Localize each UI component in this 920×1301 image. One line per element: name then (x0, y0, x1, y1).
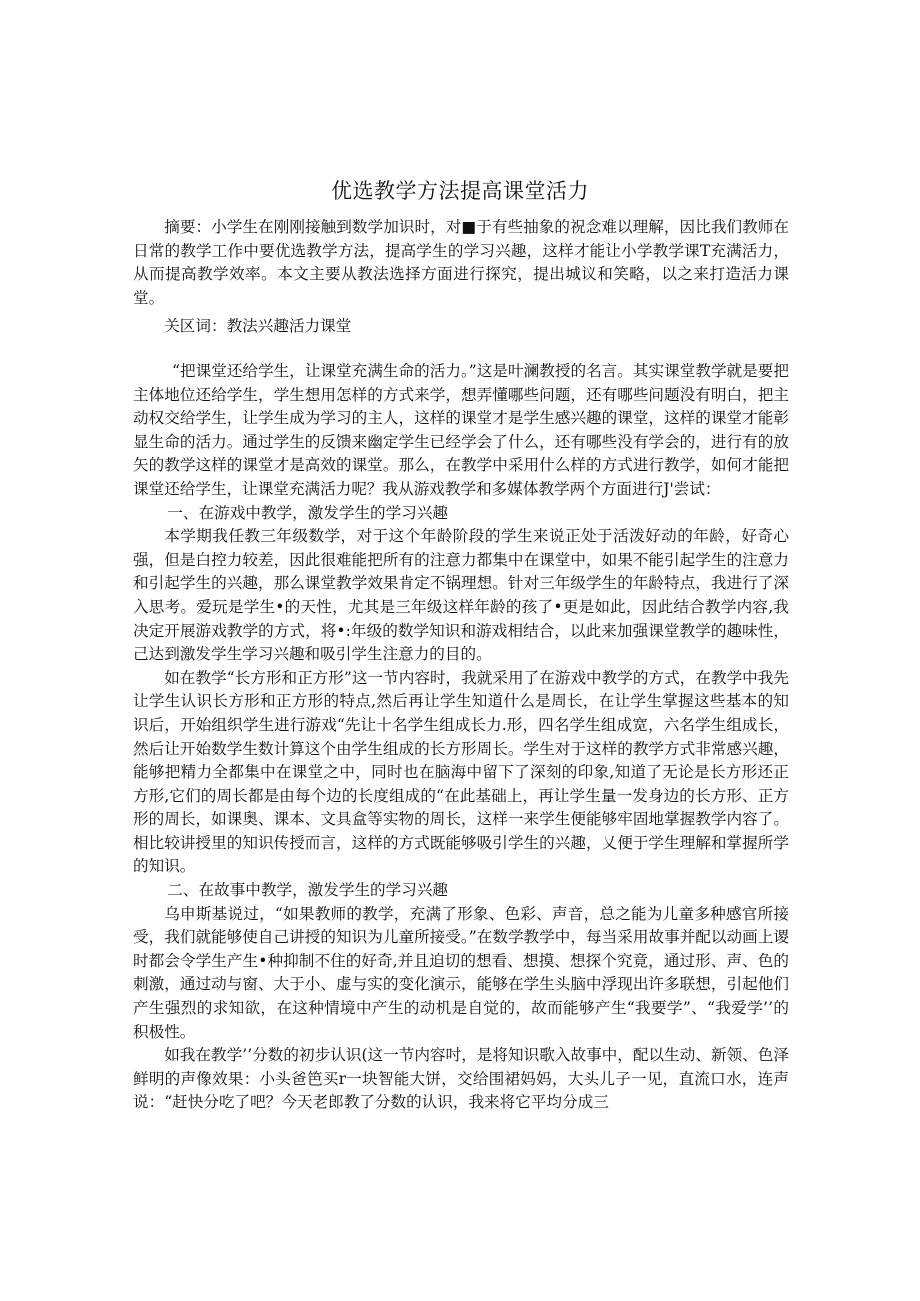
body-paragraph: 如在教学“长方形和正方形”这一节内容时，我就采用了在游戏中教学的方式，在教学中我先让学生认识长方形和正方形的特点,然后再让学生知道什么是周长，在让学生掌握这些基本的知识后，开始组织学生进行游戏“先让十名学生组成长力.形，四名学生组成宽，六名学生组成长，然后让开始数学生数计算这个由学生组成的长方形周长。学生对于这样的教学方式非常感兴趣，能够把精力全都集中在课堂之中，同时也在脑海中留下了深刻的印象,知道了无论是长方形还正方形,它们的周长都是由每个边的长度组成的“在此基础上，再让学生量一发身边的长方形、正方形的周长，如课奥、课本、文具盒等实物的周长，这样一来学生便能够牢固地掌握教学内容了。相比较讲授里的知识传授而言，这样的方式既能够吸引学生的兴趣，乂便于学生理解和掌握所学的知识。 (133, 668, 789, 876)
document-title: 优选教学方法提高课堂活力 (331, 179, 589, 203)
abstract-block (133, 216, 789, 310)
keywords-block (133, 315, 789, 339)
main-body (133, 360, 789, 1115)
section-heading-1: 一、在游戏中教学，激发学生的学习兴趣 (167, 503, 449, 522)
body-paragraph: 乌申斯基说过，“如果教师的教学，充满了形象、色彩、声音，总之能为儿童多种感官所接受，我们就能够使自己讲授的知识为儿童所接受。”在数学教学中，每当采用故事并配以动画上谡时都会令学生产生•种抑制不住的好奇,并且迫切的想看、想摸、想探个究竟，通过形、声、色的刺激，通过动与窗、大于小、虚与实的变化演示，能够在学生头脑中浮现出许多联想，引起他们产生强烈的求知欲，在这种情境中产生的动机是自觉的，故而能够产生“我要学”、“我爱学’’的积极性。 (133, 904, 789, 1041)
keywords-line: 关区词：教法兴趣活力课堂 (164, 317, 352, 335)
body-paragraph: 如我在教学’’分数的初步认识(这一节内容吋，是将知识歌入故事中，配以生动、新领、色泽鲜明的声像效果：小头爸笆买r一块智能大饼，交给围裙妈妈，大头儿子一见，直流口水，连声说：“赶快分吃了吧？今天老郎教了分数的认识，我来将它平均分成三 (133, 1046, 789, 1112)
intro-paragraph: “把课堂还给学生，让课堂充满生命的活力。”这是叶澜教授的名言。其实课堂教学就是要把主体地位还给学生，学生想用怎样的方式来学，想弄懂哪些问题，还有哪些问题没有明白，把主动权交给学生，让学生成为学习的主人，这样的课堂才是学生感兴趣的课堂，这样的课堂才能彰显生命的活力。通过学生的反馈来幽定学生已经学会了什么，还有哪些没有学会的，进行有的放矢的教学这样的课堂才是高效的课堂。那么，在教学中采用什么样的方式进行教学，如何才能把课堂还给学生，让课堂充满活力呢？我从游戏教学和多媒体教学两个方面进行J'尝试： (133, 362, 789, 498)
body-paragraph: 本学期我任教三年级数学，对于这个年龄阶段的学生来说正处于活泼好动的年龄，好奇心强，但是白控力较差，因此很难能把所有的注意力都集中在课堂中，如果不能引起学生的注意力和引起学生的兴趣，那么课堂教学效果肯定不锅理想。针对三年级学生的年龄特点，我进行了深入思考。爱玩是学生•的天性，尤其是三年级这样年龄的孩了•更是如此，因此结合教学内容,我决定开展游戏教学的方式，将•:年级的数学知识和游戏相结合，以此来加强课堂教学的趣味性，己达到激发学生学习兴趣和吸引学生注意力的目的。 (133, 527, 789, 664)
section-heading-2: 二、在故事中教学，激发学生的学习兴趣 (167, 881, 449, 900)
abstract-paragraph: 摘要：小学生在刚刚接触到数学加识时，对■于有些抽象的祝念难以理解，因比我们教师在日常的教学工作中要优选教学方法，提高学生的学习兴趣，这样才能让小学教学课T充满活力，从而提高教学效率。本文主要从教法选择方面进行探究，提出城议和笑略，以之来打造活力课堂。 (133, 218, 789, 307)
